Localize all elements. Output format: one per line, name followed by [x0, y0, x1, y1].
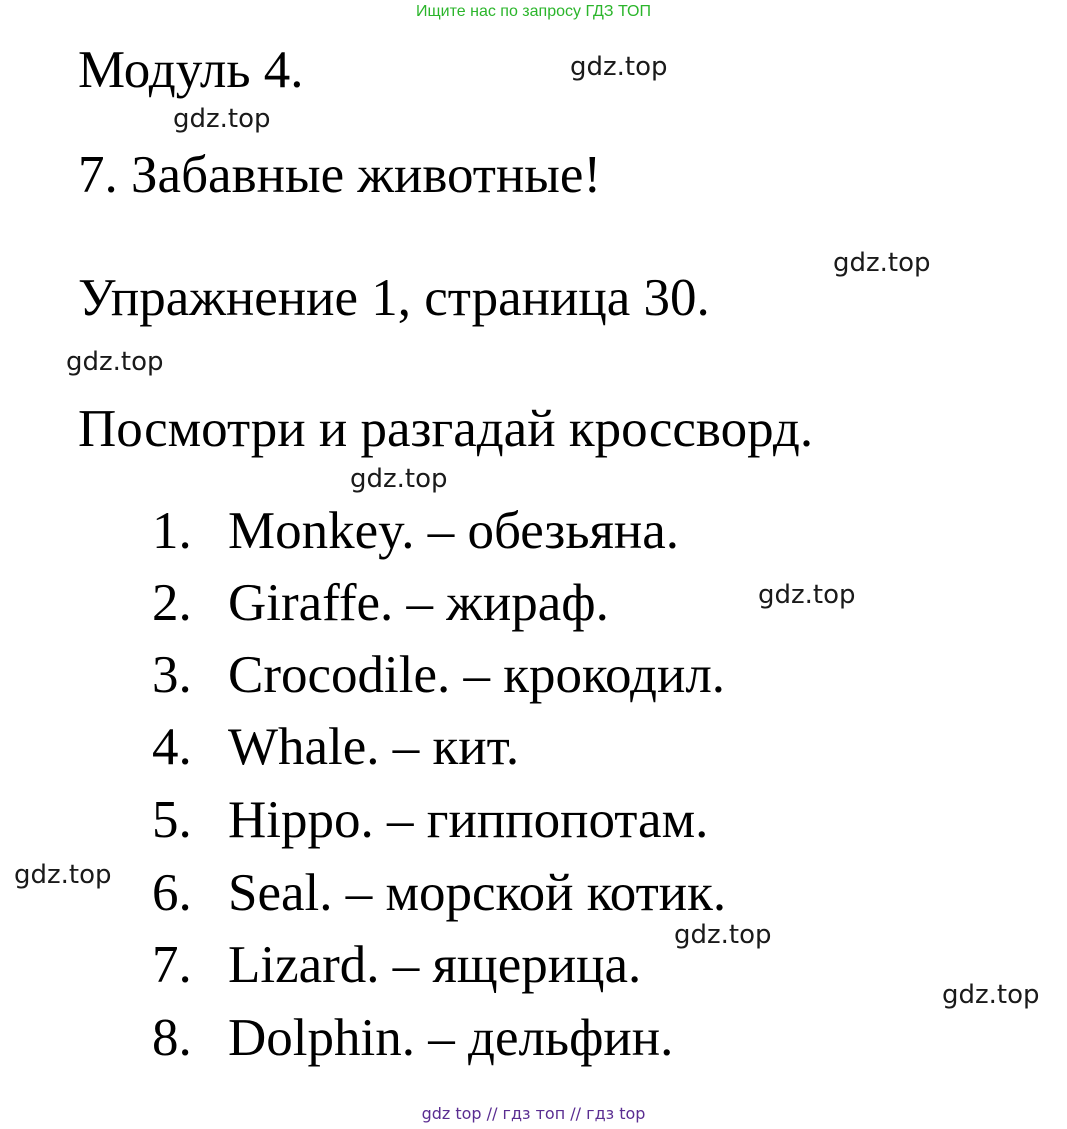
- answer-number: 3.: [152, 646, 192, 704]
- instruction-text: Посмотри и разгадай кроссворд.: [78, 400, 814, 458]
- answer-text: Dolphin. – дельфин.: [228, 1009, 674, 1067]
- answer-text: Seal. – морской котик.: [228, 864, 727, 922]
- watermark: gdz.top: [942, 980, 1040, 1010]
- answer-number: 1.: [152, 502, 192, 560]
- answer-number: 4.: [152, 718, 192, 776]
- watermark: gdz.top: [173, 104, 271, 134]
- answer-number: 6.: [152, 864, 192, 922]
- banner-text: Ищите нас по запросу ГДЗ ТОП: [416, 3, 651, 20]
- top-banner: [0, 2, 1067, 22]
- module-title: Модуль 4.: [78, 41, 304, 99]
- answer-number: 8.: [152, 1009, 192, 1067]
- answer-number: 7.: [152, 936, 192, 994]
- footer-link[interactable]: гдз топ: [502, 1104, 566, 1123]
- watermark: gdz.top: [66, 347, 164, 377]
- watermark: gdz.top: [833, 248, 931, 278]
- answer-text: Monkey. – обезьяна.: [228, 502, 680, 560]
- watermark: gdz.top: [14, 860, 112, 890]
- answer-text: Crocodile. – крокодил.: [228, 646, 726, 704]
- footer-separator: //: [570, 1104, 582, 1123]
- footer-separator: //: [486, 1104, 498, 1123]
- answer-text: Whale. – кит.: [228, 718, 520, 776]
- answer-number: 5.: [152, 791, 192, 849]
- footer-link[interactable]: gdz top: [421, 1104, 482, 1123]
- answer-text: Lizard. – ящерица.: [228, 936, 642, 994]
- answer-text: Hippo. – гиппопотам.: [228, 791, 709, 849]
- lesson-title: 7. Забавные животные!: [78, 146, 602, 204]
- answer-number: 2.: [152, 574, 192, 632]
- footer-link[interactable]: гдз top: [586, 1104, 646, 1123]
- watermark: gdz.top: [758, 580, 856, 610]
- watermark: gdz.top: [350, 464, 448, 494]
- watermark: gdz.top: [570, 52, 668, 82]
- watermark: gdz.top: [674, 920, 772, 950]
- exercise-title: Упражнение 1, страница 30.: [78, 269, 710, 327]
- answer-text: Giraffe. – жираф.: [228, 574, 609, 632]
- footer: [0, 1104, 1067, 1124]
